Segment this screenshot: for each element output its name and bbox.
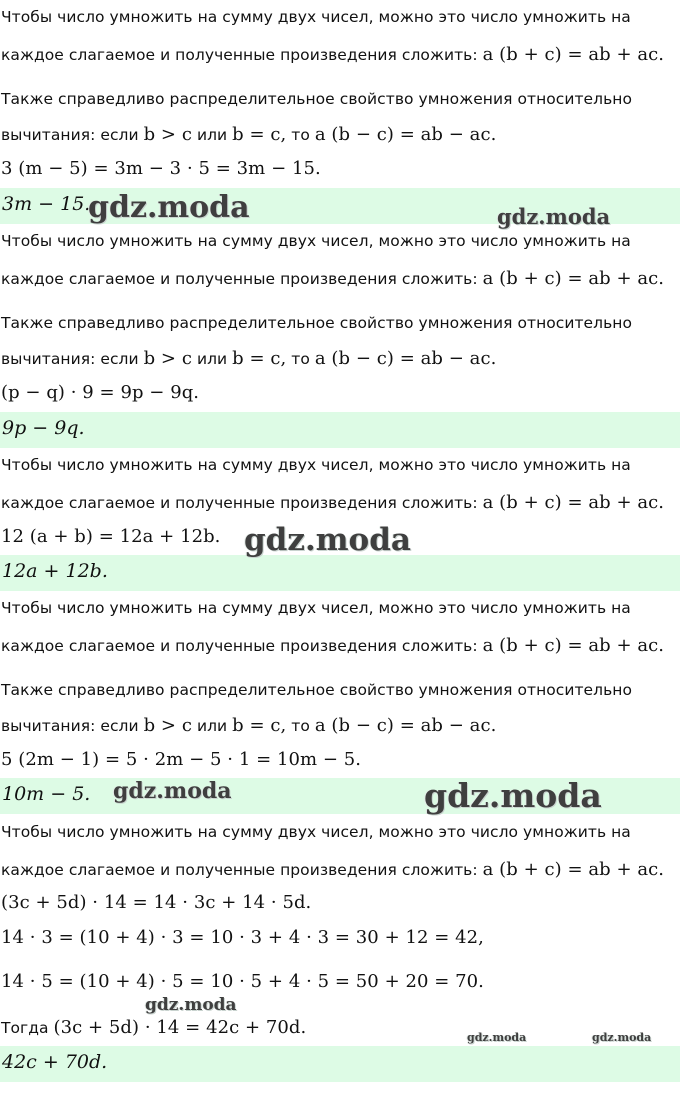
rule-text-line: каждое слагаемое и полученные произведения сложить: a (b + c) = ab + ac.	[1, 635, 665, 656]
answer-box	[0, 1046, 680, 1082]
watermark: gdz.moda	[244, 522, 411, 558]
rule-text-line: Чтобы число умножить на сумму двух чисел, можно это число умножить на	[1, 8, 631, 26]
formula: a (b + c) = ab + ac.	[482, 492, 665, 513]
solution-line: 14 · 3 = (10 + 4) · 3 = 10 · 3 + 4 · 3 = 30 + 12 = 42,	[1, 927, 484, 948]
formula: a (b + c) = ab + ac.	[482, 268, 665, 289]
solution-line: (p − q) · 9 = 9p − 9q.	[1, 382, 200, 403]
rule-text-line: каждое слагаемое и полученные произведения сложить: a (b + c) = ab + ac.	[1, 44, 665, 65]
solution-line: Тогда (3c + 5d) · 14 = 42c + 70d.	[1, 1017, 307, 1038]
rule-text-line: Также справедливо распределительное свойство умножения относительно	[1, 90, 633, 108]
solution-line: 12 (a + b) = 12a + 12b.	[1, 526, 221, 547]
watermark: gdz.moda	[88, 190, 250, 225]
watermark: gdz.moda	[424, 776, 602, 815]
watermark: gdz.moda	[145, 995, 237, 1015]
answer-text: 42c + 70d.	[2, 1051, 108, 1073]
watermark: gdz.moda	[113, 778, 232, 804]
answer-text: 12a + 12b.	[2, 560, 108, 582]
formula: a (b + c) = ab + ac.	[482, 44, 665, 65]
rule-text-line: Также справедливо распределительное свойство умножения относительно	[1, 681, 633, 699]
solution-line: 3 (m − 5) = 3m − 3 · 5 = 3m − 15.	[1, 158, 321, 179]
rule-text-line: каждое слагаемое и полученные произведения сложить: a (b + c) = ab + ac.	[1, 859, 665, 880]
watermark: gdz.moda	[497, 204, 611, 229]
watermark: gdz.moda	[467, 1031, 527, 1044]
answer-text: 10m − 5.	[2, 783, 91, 805]
rule-text-line: Чтобы число умножить на сумму двух чисел, можно это число умножить на	[1, 232, 631, 250]
rule-text-line: вычитания: если b > c или b = c, то a (b − c) = ab − ac.	[1, 348, 497, 369]
solution-line: 14 · 5 = (10 + 4) · 5 = 10 · 5 + 4 · 5 = 50 + 20 = 70.	[1, 971, 484, 992]
rule-text-line: Также справедливо распределительное свойство умножения относительно	[1, 314, 633, 332]
answer-text: 9p − 9q.	[2, 417, 85, 439]
rule-text-line: Чтобы число умножить на сумму двух чисел, можно это число умножить на	[1, 599, 631, 617]
solution-line: (3c + 5d) · 14 = 14 · 3c + 14 · 5d.	[1, 892, 312, 913]
answer-text: 3m − 15.	[2, 193, 91, 215]
formula: a (b + c) = ab + ac.	[482, 859, 665, 880]
answer-box	[0, 412, 680, 448]
formula: a (b + c) = ab + ac.	[482, 635, 665, 656]
answer-box	[0, 555, 680, 591]
rule-text-line: каждое слагаемое и полученные произведения сложить: a (b + c) = ab + ac.	[1, 268, 665, 289]
rule-text-line: каждое слагаемое и полученные произведения сложить: a (b + c) = ab + ac.	[1, 492, 665, 513]
rule-text-line: вычитания: если b > c или b = c, то a (b − c) = ab − ac.	[1, 715, 497, 736]
rule-text-line: Чтобы число умножить на сумму двух чисел, можно это число умножить на	[1, 456, 631, 474]
rule-text-line: вычитания: если b > c или b = c, то a (b − c) = ab − ac.	[1, 124, 497, 145]
solution-line: 5 (2m − 1) = 5 · 2m − 5 · 1 = 10m − 5.	[1, 749, 362, 770]
rule-text-line: Чтобы число умножить на сумму двух чисел, можно это число умножить на	[1, 823, 631, 841]
watermark: gdz.moda	[592, 1031, 652, 1044]
